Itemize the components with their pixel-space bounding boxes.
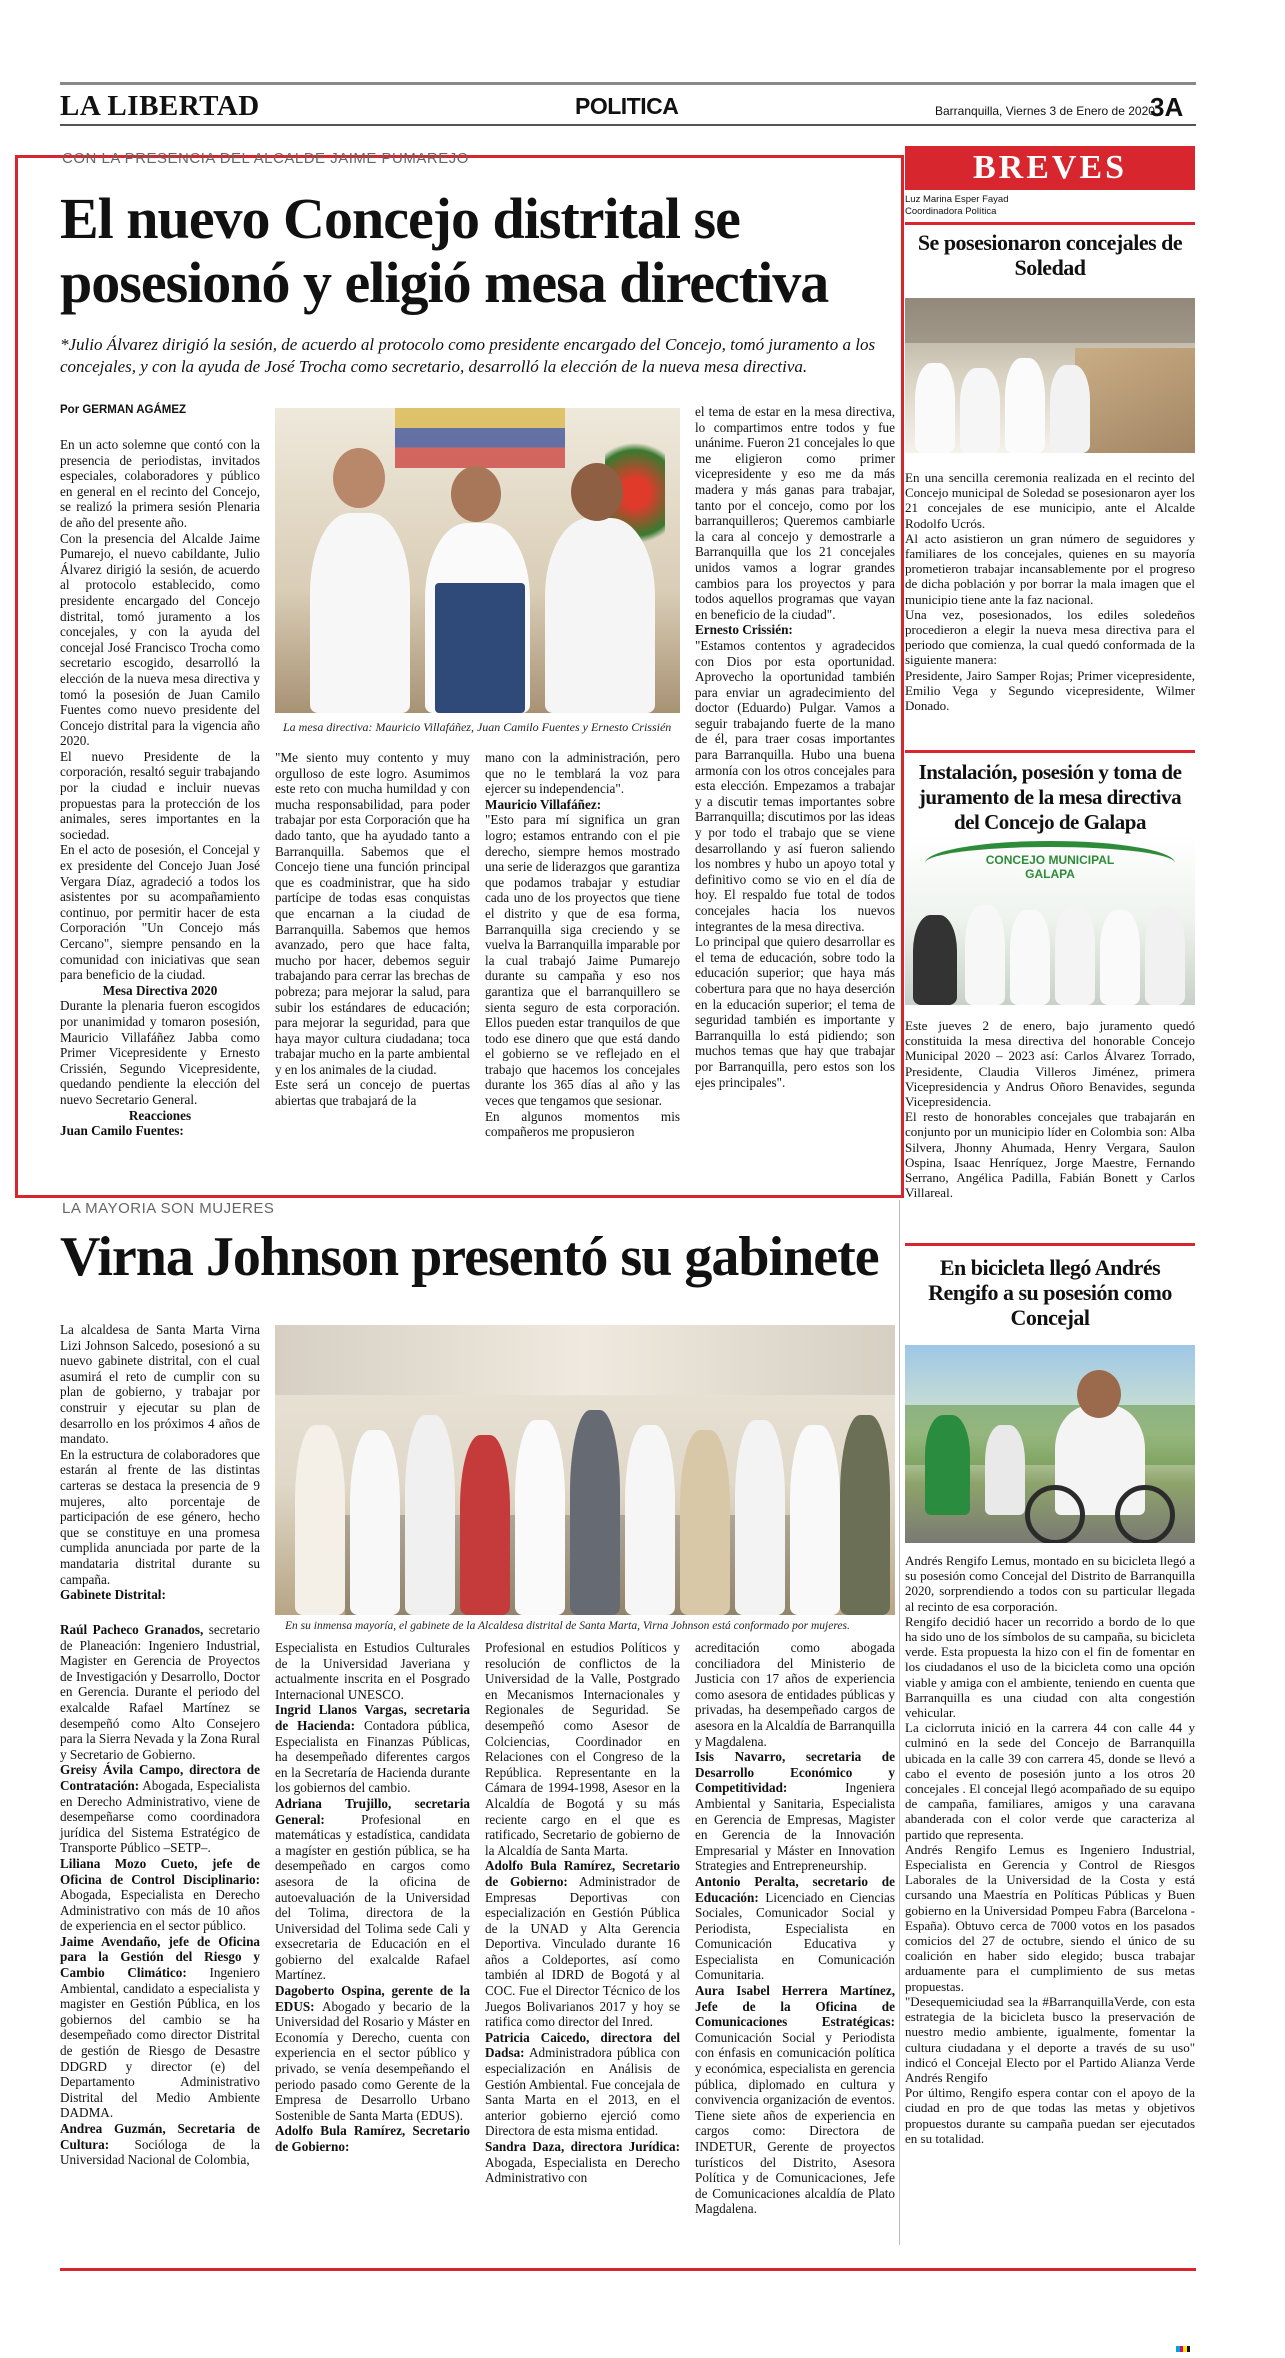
galapa-sign: CONCEJO MUNICIPAL GALAPA	[985, 853, 1115, 881]
cab2-4-name: Adolfo Bula Ramírez, Secretario de Gobierno:	[275, 2123, 470, 2154]
footer-rule	[60, 2268, 1196, 2271]
brief3-text	[905, 1553, 1195, 2146]
brief3-p5: "Desequemiciudad sea la #BarranquillaVerde, con esta estrategia de la bicicleta busco la preservación de nuestro medio ambiente, igualmente, fomentar la cultura ciudadana y el deporte a través de su uso" indicó el Concejal Electo por el Partido Alianza Verde Andrés Rengifo	[905, 1993, 1195, 2085]
cab2-2-name: Adriana Trujillo, secretaria General:	[275, 1795, 470, 1827]
main-headline-1: El nuevo Concejo distrital se	[60, 186, 740, 251]
brief3-p2: Rengifo decidió hacer un recorrido a bordo de lo que ha sido uno de los símbolos de su campaña, su bicicleta verde. Esta propuesta la hizo con el fin de fomentar en los ciudadanos el uso de la bicicleta como una opción viable y amiga con el ambiente, teniendo en cuenta que Barranquilla es una ciudad con alta congestión vehicular.	[905, 1613, 1195, 1721]
brief1-title: Se posesionaron concejales de Soledad	[917, 230, 1183, 280]
brief2-p1: Este jueves 2 de enero, bajo juramento quedó constituida la mesa directiva del honorable Concejo Municipal 2020 – 2023 así: Carlos Álvarez Torrado, Presidente, Claudia Villeros Jiménez, primera Vicepresidencia y Andrus Oñoro Benavides, segunda Vicepresidencia.	[905, 1018, 1195, 1110]
cab4-1-text: Ingeniera Ambiental y Sanitaria, Especialista en Gerencia de Empresas, Magister en Gerencia de la Innovación Empresarial y Máster en Innovation Strategies and Entrepreneurship.	[695, 1780, 895, 1874]
cab1-4-text: Socióloga de la Universidad Nacional de Colombia,	[60, 2136, 260, 2168]
brief3-p6: Por último, Rengifo espera contar con el apoyo de la ciudad en pro de que todas las metas y objetivos propuestos durante su campaña puedan ser ejecutados en su totalidad.	[905, 2085, 1195, 2146]
gabinete-photo	[275, 1325, 895, 1615]
cabinet-col-1	[60, 1622, 260, 2168]
main-col-2	[275, 750, 470, 1109]
main-photo-caption: La mesa directiva: Mauricio Villafáñez, Juan Camilo Fuentes y Ernesto Crissién	[283, 720, 672, 734]
subhead-ernesto: Ernesto Crissién:	[695, 622, 793, 638]
column-divider	[899, 1200, 900, 2245]
breves-rule-1	[905, 222, 1195, 225]
soledad-photo	[905, 298, 1195, 453]
main-col3-p1: mano con la administración, pero que no le temblará la voz para ejercer su independencia".	[485, 750, 680, 797]
cab1-2-text: Abogada, Especialista en Derecho Administrativo con más de 10 años de experiencia en el sector público.	[60, 1887, 260, 1934]
color-registration-mark	[1176, 2346, 1190, 2352]
second-intro-p2: En la estructura de colaboradores que estarán al frente de las distintas carteras se destaca la presencia de 9 mujeres, alto porcentaje de participación de ese género, hecho que se constituye en una promesa cumplida anunciada por parte de la mandataria distrital durante su campaña.	[60, 1446, 260, 1587]
cab2-0-text: Especialista en Estudios Culturales de la Universidad Javeriana y actualmente inscrita en el Posgrado Internacional UNESCO.	[275, 1640, 470, 1702]
breves-rule-2	[905, 750, 1195, 753]
cabinet-col-4	[695, 1640, 895, 2217]
main-col1-p4: En el acto de posesión, el Concejal y ex presidente del Concejo Juan José Vergara Díaz, agradeció a todos los asistentes por su acompañamiento continuo, por permitir hacer de esta Corporación "Un Concejo más Cercano", siempre pensando en la comunidad con iniciativas que sean para beneficio de la ciudad.	[60, 842, 260, 983]
main-headline-2: posesionó y eligió mesa directiva	[60, 250, 829, 315]
main-deck: *Julio Álvarez dirigió la sesión, de acuerdo al protocolo como presidente encargado del Concejo, tomó juramento a los concejales, y con la ayuda de José Trocha como secretario, desarrolló la elección de la nueva mesa directiva.	[60, 335, 876, 376]
cab3-1-name: Adolfo Bula Ramírez, Secretario de Gobierno:	[485, 1858, 680, 1889]
masthead: LA LIBERTAD	[60, 90, 260, 122]
main-col3-p3: En algunos momentos mis compañeros me propusieron	[485, 1108, 680, 1140]
breves-rule-3	[905, 1243, 1195, 1246]
mesa-directiva-photo	[275, 408, 680, 713]
cabinet-title: Gabinete Distrital:	[60, 1587, 166, 1603]
brief3-p1: Andrés Rengifo Lemus, montado en su bicicleta llegó a su posesión como Concejal del Distrito de Barranquilla 2020, sorprendiendo a todos con su particular llegada al recinto de esa corporación.	[905, 1553, 1195, 1614]
cab2-1-name: Ingrid Llanos Vargas, secretaria de Hacienda:	[275, 1702, 470, 1733]
main-col1-p1: En un acto solemne que contó con la presencia de periodistas, invitados especiales, colaboradores y público en general en el recinto del Concejo, se realizó la primera sesión Plenaria de año del presente año.	[60, 437, 260, 530]
brief1-p3: Una vez, posesionados, los ediles soledeños procedieron a elegir la nueva mesa directiva para el periodo que comienza, la cual quedó conformada de la siguiente manera:	[905, 606, 1195, 668]
main-col1-p5: Durante la plenaria fueron escogidos por unanimidad y tomaron posesión, Mauricio Villafáñez Jabba como Primer Vicepresidente y Ernesto Crissién, Segundo Vicepresidente, quedando pendiente la elección del nuevo Secretario General.	[60, 998, 260, 1107]
second-intro	[60, 1322, 260, 1603]
main-col1-p3: El nuevo Presidente de la corporación, resaltó seguir trabajando por la ciudad e incluir nuevas propuestas para la protección de los animales, seres importantes en la sociedad.	[60, 748, 260, 842]
breves-label: BREVES	[972, 149, 1128, 186]
subhead-reacciones: Reacciones	[128, 1107, 192, 1123]
main-col-4	[695, 404, 895, 1090]
brief3-p4: Andrés Rengifo Lemus es Ingeniero Industrial, Especialista en Gerencia y Control de Riesgos Laborales de la Universidad de la Costa y está cursando una Maestría en Políticas Públicas y Buen gobierno en la Universidad Pompeu Fabra (Barcelona - España). Obtuvo cerca de 7000 votos en los pasados comicios del 27 de octubre, siendo el único de su coalición en haber sido elegido; busca trabajar arduamente para el cumplimiento de sus metas propuestas.	[905, 1841, 1195, 1994]
page-number: 3A	[1150, 92, 1184, 122]
cab1-4-name: Andrea Guzmán, Secretaria de Cultura:	[60, 2121, 260, 2152]
cab3-2-name: Patricia Caicedo, directora del Dadsa:	[485, 2029, 680, 2061]
cab1-1-name: Greisy Ávila Campo, directora de Contratación:	[60, 1762, 260, 1793]
cab1-0-name: Raúl Pacheco Granados,	[60, 1622, 204, 1637]
cab1-0-role: secretario de Planeación:	[60, 1622, 260, 1653]
main-col2-p1: "Me siento muy contento y muy orgulloso de este logro. Asumimos este reto con mucha humildad y con mucha responsabilidad, para poder trabajar por esta Corporación que ha dado tanto, que ha ayudado tanto a Barranquilla. Sabemos que el Concejo tiene una función principal que es coadministrar, que ha sido partícipe de todas esas conquistas que encarnan a la ciudad de Barranquilla. Sabemos que hemos avanzado, pero que hace falta, mucho por hacer, debemos seguir trabajando para cerrar las brechas de pobreza; para mejorar la salud, para subir los estándares de educación; para mejorar la seguridad, para que haya mayor cultura ciudadana; toca trabajar mucho en la parte ambiental y en los animales de la ciudad.	[275, 750, 470, 1077]
coordinator-role: Coordinadora Política	[905, 206, 997, 217]
subhead-juan-camilo: Juan Camilo Fuentes:	[60, 1123, 184, 1139]
main-col3-p2: "Esto para mí significa un gran logro; estamos entrando con el pie derecho, siempre hemos mostrado una serie de liderazgos que garantiza que podamos trabajar y estudiar cada uno de los proyectos que tiene el distrito y que de esa forma, Barranquilla siga creciendo y se vuelva la Barranquilla imparable por la cual trabajó Jaime Pumarejo durante su campaña y eso nos garantiza que el barranquillero se sienta seguro de esta corporación. Ellos pueden estar tranquilos de que todo ese dinero que que está dando el gobierno se ve reflejado en el trabajo que hacemos los concejales durante los 365 días al año y las veces que tengamos que sesionar.	[485, 812, 680, 1109]
coordinator	[905, 194, 1195, 218]
cab3-2-text: Administradora pública con especialización en Análisis de Gestión Ambiental. Fue concejala de Santa Marta en el 2013, en el anterior gobierno ejerció como Directora de esta misma entidad.	[485, 2045, 680, 2139]
brief2-p2: El resto de honorables concejales que trabajarán en conjunto por un municipio líder en Colombia son: Alba Silvera, Jhonny Ahumada, Henry Vergara, Saulon Ospina, Isaac Henríquez, Jorge Maestre, Fernando Serrano, Angélica Padilla, Fabián Bonett y Carlos Villareal.	[905, 1109, 1195, 1201]
gabinete-caption: En su inmensa mayoría, el gabinete de la Alcaldesa distrital de Santa Marta, Virna Johnson está conformado por mujeres.	[285, 1620, 850, 1632]
main-col4-p1: el tema de estar en la mesa directiva, lo compartimos entre todos y fue unánime. Fueron 21 concejales lo que me eligieron como primer vicepresidente y eso me da más madera y más ganas para trabajar, tanto por el concejo, como por los barranquilleros; Queremos cambiarle la cara al concejo y demostrarle a Barranquilla que los 21 concejales unidos vamos a lograr grandes cambios para los proyectos y para todos aquellos programas que vayan en beneficio de la ciudad".	[695, 404, 895, 622]
cab1-2-name: Liliana Mozo Cueto, jefe de Oficina de Control Disciplinario:	[60, 1855, 260, 1887]
main-story-kicker: CON LA PRESENCIA DEL ALCALDE JAIME PUMAREJO	[62, 150, 469, 167]
cab4-1-name: Isis Navarro, secretaria de Desarrollo Económico y Competitividad:	[695, 1749, 895, 1796]
breves-banner	[905, 146, 1195, 190]
cab1-3-text: Ingeniero Ambiental, candidato a especialista y magister en Gestión Pública, en los gobiernos del cambio se ha desempeñado como director Distrital de gestión de Riesgo de Desastre DDGRD y director (e) del Departamento Administrativo Distrital del Medio Ambiente DADMA.	[60, 1965, 260, 2121]
cab4-2-text: Licenciado en Ciencias Sociales, Comunicador Social y Periodista, Especialista en Comunicación Educativa y Especialista en Comunicación Comunitaria.	[695, 1889, 896, 1983]
main-col1-p2: Con la presencia del Alcalde Jaime Pumarejo, el nuevo cabildante, Julio Álvarez dirigió la sesión, de acuerdo al protocolo establecido, como presidente encargado del Concejo distrital, tomó juramento a los concejales, y con la ayuda del concejal José Francisco Trocha como secretario escogido, desarrolló la elección de la nueva mesa directiva y tomó la posesión de Juan Camilo Fuentes como nuevo presidente del Concejo distrital para la vigencia año 2020.	[60, 530, 260, 749]
byline: Por GERMAN AGÁMEZ	[60, 404, 187, 416]
cabinet-col-2	[275, 1640, 470, 2155]
header-bottom-rule	[60, 124, 1196, 126]
header-top-rule	[60, 82, 1196, 85]
cabinet-col-3	[485, 1640, 680, 2186]
cab3-3-name: Sandra Daza, directora Jurídica:	[485, 2139, 680, 2154]
subhead-mesa-directiva: Mesa Directiva 2020	[102, 982, 218, 998]
cab3-3-text: Abogada, Especialista en Derecho Administrativo con	[485, 2154, 680, 2186]
section-title: POLITICA	[575, 93, 679, 119]
cab4-3-name: Aura Isabel Herrera Martínez, Jefe de la Oficina de Comunicaciones Estratégicas:	[695, 1983, 895, 2030]
brief1-p2: Al acto asistieron un gran número de seguidores y familiares de los concejales, quienes en su mayoría prometieron trabajar incansablemente por el progreso de dicha población y por borrar la mala imagen que el municipio tiene ante la faz nacional.	[905, 530, 1195, 607]
main-col2-p2: Este será un concejo de puertas abiertas que trabajará de la	[275, 1077, 470, 1109]
cab3-0-text: Profesional en estudios Políticos y resolución de conflictos de la Universidad de la Valle, Postgrado en Mecanismos Internacionales y Regionales de Seguridad. Se desempeñó como Asesor de Colciencias, Coordinador en Relaciones con el Congreso de la República. Representante en la Cámara de 1994-1998, Asesor en la Alcaldía de Bogotá y su más reciente cargo en el que es ratificado, Secretario de gobierno de la Alcaldía de Santa Marta.	[485, 1640, 680, 1858]
coordinator-name: Luz Marina Esper Fayad	[905, 194, 1009, 205]
cab1-3-name: Jaime Avendaño, jefe de Oficina para la Gestión del Riesgo y Cambio Climático:	[60, 1933, 260, 1981]
galapa-photo	[905, 835, 1195, 1005]
subhead-mauricio: Mauricio Villafáñez:	[485, 796, 602, 812]
cab2-3-name: Dagoberto Ospina, gerente de la EDUS:	[275, 1983, 470, 2014]
main-col-1	[60, 437, 260, 1139]
brief2-text	[905, 1018, 1195, 1200]
second-story-kicker: LA MAYORIA SON MUJERES	[62, 1200, 275, 1217]
cab3-1-text: Administrador de Empresas Deportivas con especialización en Gestión Pública de la UNAD y Alta Gerencia Deportiva. Vinculado durante 16 años a Coldeportes, así como también al IDRD de Bogotá y al COC. Fue el Director Técnico de los Juegos Bolivarianos 2017 y hoy se ratifica como director del Inred.	[485, 1873, 680, 2030]
brief3-p3: La ciclorruta inició en la carrera 44 con calle 44 y culminó en la sede del Concejo de Barranquilla ubicada en la calle 39 con carrera 45, donde se llevó a cabo el evento de posesión junto a los otros 20 concejales . El concejal llegó acompañado de su equipo de campaña, familiares, amigos y una caravana abanderada con el color verde que caracteriza al partido que representa.	[905, 1720, 1195, 1842]
dateline: Barranquilla, Viernes 3 de Enero de 2020	[935, 104, 1155, 118]
brief1-p1: En una sencilla ceremonia realizada en el recinto del Concejo municipal de Soledad se posesionaron ayer los 21 concejales de ese municipio, ante el Alcalde Rodolfo Ucrós.	[905, 470, 1195, 531]
second-intro-p1: La alcaldesa de Santa Marta Virna Lizi Johnson Salcedo, posesionó a su nuevo gabinete distrital, con el cual asumirá el reto de cumplir con su plan de gobierno, y trabajar por construir y ejecutar su plan de desarrollo en los próximos 4 años de mandato.	[60, 1322, 260, 1447]
cab1-1-text: Abogada, Especialista en Derecho Administrativo, viene de desempeñarse como coordinadora jurídica del Sistema Estratégico de Transporte Público –SETP–.	[60, 1777, 260, 1856]
cab2-2-text: Profesional en matemáticas y estadística, candidata a magíster en gestión pública, se ha desempeñado en cargos como asesora de la oficina de autoevaluación de la Universidad del Tolima, directora de la Universidad del Tolima sede Cali y exsecretaria de Educación en el gobierno del exalcalde Rafael Martínez.	[275, 1811, 471, 1983]
cab4-0-text: acreditación como abogada conciliadora del Ministerio de Justicia con 17 años de experiencia como asesora de entidades públicas y privadas, ha desempeñado cargos de asesora en la Alcaldía de Barranquilla y Magdalena.	[695, 1640, 895, 1749]
main-col4-p3: Lo principal que quiero desarrollar es el tema de educación, sobre todo la educación superior; que haya más cobertura para que no haya deserción en la educación superior; el tema de seguridad también es importante y Barranquilla lo está pidiendo; son muchos temas que hay que trabajar por Barranquilla, pero estos son los ejes principales".	[695, 934, 895, 1090]
brief3-title: En bicicleta llegó Andrés Rengifo a su posesión como Concejal	[928, 1255, 1172, 1330]
cab2-3-text: Abogado y becario de la Universidad del Rosario y Máster en Economía y Derecho, cuenta con experiencia en el sector público y privado, se venía desempeñando el periodo pasado como Gerente de la Empresa de Desarrollo Urbano Sostenible de Santa Marta (EDUS).	[275, 1998, 470, 2123]
main-col-3	[485, 750, 680, 1140]
cab2-1-text: Contadora pública, Especialista en Finanzas Públicas, ha desempeñado diferentes cargos en la Secretaría de Hacienda durante los gobiernos del cambio.	[275, 1717, 471, 1796]
second-headline: Virna Johnson presentó su gabinete	[60, 1226, 879, 1288]
brief1-text	[905, 470, 1195, 713]
cab1-0-text: Ingeniero Industrial, Magister en Gerencia de Proyectos de Investigación y Desarrollo, Doctor en Gerencia. Durante el periodo del exalcalde Rafael Martínez se desempeñó como Alto Consejero para la Sierra Nevada y la Zona Rural y Secretario de Gobierno.	[60, 1637, 260, 1762]
brief2-title: Instalación, posesión y toma de juramento de la mesa directiva del Concejo de Galapa	[918, 760, 1182, 834]
brief1-p4: Presidente, Jairo Samper Rojas; Primer vicepresidente, Emilio Vega y Segundo vicepresidente, Wilmer Donado.	[905, 667, 1195, 714]
main-col4-p2: "Estamos contentos y agradecidos con Dios por esta oportunidad. Aprovecho la oportunidad también para enviar un agradecimiento del doctor (Eduardo) Pulgar. Vamos a seguir trabajando fuerte de la mano de él, para traer cosas importantes para Barranquilla. Hubo una buena armonía con los otros concejales para esta elección. Empezamos a trabajar y a discutir temas importantes sobre Barranquilla; discutimos por las ideas y por todo el trabajo que se viene desarrollando y así fueron saliendo los nombres y hubo un apoyo total y definitivo como se vio en el día de hoy. El respaldo fue total de todos concejales hacia los nuevos integrantes de la mesa directiva.	[695, 637, 895, 934]
cab4-2-name: Antonio Peralta, secretario de Educación:	[695, 1873, 895, 1905]
rengifo-photo	[905, 1345, 1195, 1543]
cab4-3-text: Comunicación Social y Periodista con énfasis en comunicación política y económica, especialista en gerencia pública, diplomado en cultura y convivencia organización de eventos. Tiene siete años de experiencia en cargos como: Directora de INDETUR, Gerente de proyectos turísticos del Distrito, Asesora Política y de Comunicaciones, Jefe de Comunicaciones alcaldía de Plato Magdalena.	[695, 2029, 895, 2217]
